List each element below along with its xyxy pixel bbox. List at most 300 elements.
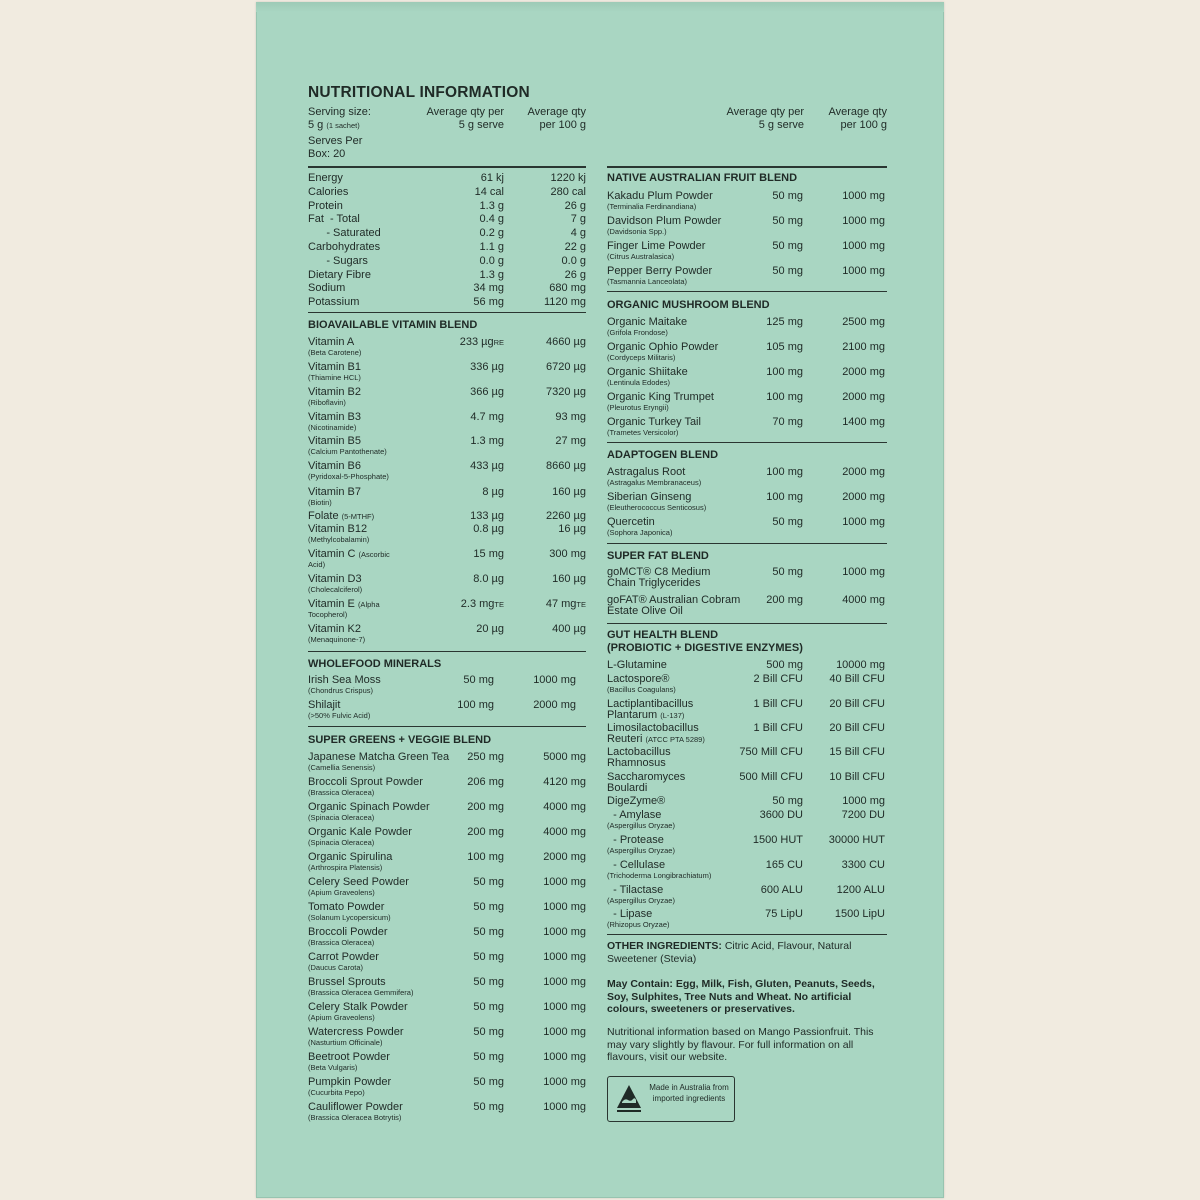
value-text: 1.3 g xyxy=(479,199,504,212)
ingredient-name xyxy=(607,190,713,202)
table-row xyxy=(607,771,887,794)
table-row xyxy=(308,361,586,382)
value-per-100g xyxy=(842,859,885,871)
table-row xyxy=(607,859,887,880)
value-per-100g xyxy=(549,548,586,560)
ingredient-label: - Amylase xyxy=(607,809,662,821)
table-row xyxy=(308,598,586,619)
value-per-100g xyxy=(842,341,885,353)
ingredient-detail: (5-MTHF) xyxy=(341,512,375,521)
value-per-serve xyxy=(470,361,504,373)
table-row xyxy=(607,722,887,745)
ingredient-label: Vitamin K2 xyxy=(308,623,361,635)
value-per-100g xyxy=(546,336,586,348)
ingredient-label: Quercetin xyxy=(607,516,655,528)
ingredient-name xyxy=(308,851,392,863)
table-row xyxy=(308,750,586,772)
value-per-serve xyxy=(766,659,803,671)
ingredient-label: Finger Lime Powder xyxy=(607,240,706,252)
ingredient-label: Vitamin B6 xyxy=(308,460,361,472)
table-row xyxy=(308,1100,586,1122)
value-text: 10000 mg xyxy=(836,659,885,671)
ingredient-name xyxy=(607,341,718,353)
value-per-100g xyxy=(543,951,586,963)
value-per-serve xyxy=(467,776,504,788)
ingredient-label: Organic Kale Powder xyxy=(308,825,412,838)
value-per-100g xyxy=(533,699,576,711)
value-per-serve xyxy=(467,851,504,863)
ingredient-label: Pepper Berry Powder xyxy=(607,265,713,277)
value-per-100g xyxy=(543,1051,586,1063)
ingredient-name xyxy=(308,1051,390,1063)
value-text: 50 mg xyxy=(473,875,504,888)
ingredient-name xyxy=(607,659,667,671)
ingredient-subtitle: (Spinacia Oleracea) xyxy=(308,812,375,822)
value-text: 14 cal xyxy=(474,185,504,198)
ingredient-label: DigeZyme® xyxy=(607,795,666,807)
value-text: 0.0 g xyxy=(479,254,504,267)
table-row xyxy=(308,200,586,212)
table-row xyxy=(308,800,586,822)
table-row xyxy=(308,336,586,357)
value-text: 50 mg xyxy=(473,1100,504,1113)
value-text: 70 mg xyxy=(772,416,803,428)
value-per-serve xyxy=(772,416,803,428)
value-text: 206 mg xyxy=(467,775,504,788)
value-per-100g xyxy=(543,1076,586,1088)
value-text: 47 mg xyxy=(545,598,577,610)
ingredient-label: Vitamin D3 xyxy=(308,573,362,585)
table-row xyxy=(308,269,586,281)
value-text: 7320 µg xyxy=(546,386,586,398)
value-per-100g xyxy=(543,801,586,813)
ingredient-name xyxy=(308,486,361,498)
value-text: 1500 HUT xyxy=(752,834,803,846)
value-per-serve xyxy=(760,809,803,821)
value-text: 1000 mg xyxy=(842,795,885,807)
value-per-serve xyxy=(460,336,504,349)
table-row xyxy=(607,466,887,487)
value-per-100g xyxy=(842,466,885,478)
ingredient-subtitle: (Daucus Carota) xyxy=(308,962,364,972)
section-divider xyxy=(607,934,887,935)
value-per-100g xyxy=(837,884,885,896)
value-text: 4.7 mg xyxy=(470,411,504,423)
value-text: 1120 mg xyxy=(544,296,586,309)
value-text: 5000 mg xyxy=(543,750,586,763)
value-text: 8 µg xyxy=(482,486,504,498)
table-row xyxy=(308,1050,586,1072)
table-row xyxy=(607,673,887,694)
ingredient-name-line2 xyxy=(607,757,666,769)
section-divider xyxy=(308,312,586,313)
table-row xyxy=(607,659,887,671)
ingredient-label: Lactospore® xyxy=(607,673,670,685)
ingredient-label: Astragalus Root xyxy=(607,466,686,478)
ingredient-subtitle: (Brassica Oleracea Botrytis) xyxy=(308,1112,402,1122)
value-text: 2100 mg xyxy=(842,341,885,353)
value-per-100g xyxy=(552,486,586,498)
value-per-serve xyxy=(772,215,803,227)
serves-per-box: Serves Per Box: 20 xyxy=(308,135,363,160)
table-row xyxy=(308,900,586,922)
value-text: 1000 mg xyxy=(543,975,586,988)
value-per-100g xyxy=(842,491,885,503)
value-per-100g xyxy=(546,510,586,522)
ingredient-name-line2 xyxy=(607,733,705,746)
ingredient-name xyxy=(308,976,386,988)
ingredient-label: Vitamin B1 xyxy=(308,361,361,373)
value-per-100g xyxy=(842,316,885,328)
value-per-serve xyxy=(457,699,494,711)
value-text: 2000 mg xyxy=(533,699,576,711)
ingredient-label: Organic Shiitake xyxy=(607,366,688,378)
value-per-serve xyxy=(461,598,504,611)
ingredient-label: Broccoli Sprout Powder xyxy=(308,775,423,788)
ingredient-label: Vitamin B7 xyxy=(308,486,361,498)
value-text: 1000 mg xyxy=(543,1000,586,1013)
other-ingredients: OTHER INGREDIENTS: Citric Acid, Flavour, Natural Sweetener (Stevia) xyxy=(607,940,852,965)
ingredient-name-line2 xyxy=(607,577,701,589)
ingredient-name xyxy=(308,227,381,239)
value-per-100g xyxy=(555,411,586,423)
value-per-serve xyxy=(766,466,803,478)
value-per-100g xyxy=(565,241,586,253)
ingredient-subtitle: (Aspergillus Oryzae) xyxy=(607,896,675,905)
value-per-100g xyxy=(571,213,586,225)
ingredient-subtitle: (Terminalia Ferdinandiana) xyxy=(607,202,697,211)
ingredient-label: Japanese Matcha Green Tea xyxy=(308,750,450,763)
section-title: WHOLEFOOD MINERALS xyxy=(308,658,442,670)
ingredient-name xyxy=(607,834,664,846)
value-per-100g xyxy=(829,746,885,758)
value-text: 7 g xyxy=(570,213,586,226)
value-per-100g xyxy=(842,391,885,403)
value-text: 100 mg xyxy=(467,850,504,863)
ingredient-subtitle: (Eleutherococcus Senticosus) xyxy=(607,503,707,512)
ingredient-label: Estate Olive Oil xyxy=(607,605,683,617)
value-text: 50 mg xyxy=(473,900,504,913)
ingredient-name xyxy=(308,435,361,447)
table-row xyxy=(607,566,887,589)
value-text: 4000 mg xyxy=(842,594,885,606)
ingredient-name xyxy=(308,876,409,888)
section-divider xyxy=(308,651,586,652)
value-per-100g xyxy=(842,366,885,378)
section-divider xyxy=(607,543,887,544)
value-per-100g xyxy=(555,435,586,447)
table-row xyxy=(308,1075,586,1097)
section-title: SUPER FAT BLEND xyxy=(607,550,709,562)
table-row xyxy=(308,674,586,695)
value-per-serve xyxy=(473,296,504,308)
ingredient-name xyxy=(308,241,380,253)
ingredient-label: - Sugars xyxy=(308,254,368,267)
value-per-serve xyxy=(766,491,803,503)
ingredient-name xyxy=(308,674,381,686)
value-unit: RE xyxy=(493,338,504,347)
ingredient-subtitle: (Riboflavin) xyxy=(308,398,346,407)
ingredient-subtitle: (Menaquinone-7) xyxy=(308,635,366,644)
table-row xyxy=(607,594,887,617)
value-per-100g xyxy=(842,265,885,277)
ingredient-name xyxy=(607,884,663,896)
ingredient-name xyxy=(308,172,343,184)
product-box-panel xyxy=(256,2,944,1198)
ingredient-label: Vitamin B3 xyxy=(308,411,361,423)
value-per-100g xyxy=(543,1026,586,1038)
value-text: 4000 mg xyxy=(543,800,586,813)
ingredient-subtitle: (Solanum Lycopersicum) xyxy=(308,912,391,922)
ingredient-name xyxy=(308,1001,408,1013)
value-text: 300 mg xyxy=(549,548,586,560)
value-text: 500 Mill CFU xyxy=(739,771,803,783)
ingredient-label: goFAT® Australian Cobram xyxy=(607,594,741,606)
value-per-serve xyxy=(467,826,504,838)
value-text: 2000 mg xyxy=(842,491,885,503)
value-text: 2.3 mg xyxy=(460,598,495,610)
value-text: 250 mg xyxy=(467,750,504,763)
value-per-serve xyxy=(772,240,803,252)
value-text: 50 mg xyxy=(463,674,494,686)
ingredient-subtitle: (Pyridoxal-5-Phosphate) xyxy=(308,472,389,481)
value-text: 50 mg xyxy=(772,240,803,252)
table-row xyxy=(308,1025,586,1047)
table-row xyxy=(607,908,887,929)
value-text: 165 CU xyxy=(765,859,803,871)
value-per-serve xyxy=(473,1026,504,1038)
table-row xyxy=(607,746,887,769)
value-per-100g xyxy=(565,200,586,212)
value-text: 4000 mg xyxy=(543,825,586,838)
ingredient-name xyxy=(607,491,691,503)
ingredient-label: Folate xyxy=(308,510,339,522)
value-per-serve xyxy=(480,255,504,267)
value-per-serve xyxy=(753,834,803,846)
ingredient-detail: (Ascorbic xyxy=(358,550,390,559)
ingredient-subtitle: (Pleurotus Eryngii) xyxy=(607,403,669,412)
ingredient-subtitle: (Aspergillus Oryzae) xyxy=(607,821,675,830)
table-row xyxy=(308,699,586,720)
ingredient-name xyxy=(308,751,449,763)
value-per-100g xyxy=(829,722,885,734)
ingredient-name xyxy=(308,951,379,963)
table-row xyxy=(607,366,887,387)
ingredient-name xyxy=(308,1101,403,1113)
value-text: 10 Bill CFU xyxy=(829,771,885,783)
ingredient-name xyxy=(308,296,359,308)
value-text: 1.3 g xyxy=(479,268,504,281)
value-text: 30000 HUT xyxy=(828,834,885,846)
ingredient-label: Irish Sea Moss xyxy=(308,674,381,686)
value-per-serve xyxy=(473,548,504,560)
value-per-serve xyxy=(473,901,504,913)
ingredient-label: L-Glutamine xyxy=(607,659,667,671)
value-per-serve xyxy=(470,510,504,522)
serving-size: Serving size: 5 g (1 sachet) xyxy=(308,106,371,131)
ingredient-label: Reuteri xyxy=(607,733,643,745)
table-row xyxy=(308,1000,586,1022)
value-per-serve xyxy=(470,435,504,447)
value-text: 1.3 mg xyxy=(470,435,504,447)
ingredient-name xyxy=(607,466,685,478)
ingredient-label: Dietary Fibre xyxy=(308,268,371,281)
ingredient-label: Chain Triglycerides xyxy=(607,577,701,589)
ingredient-subtitle: Acid) xyxy=(308,560,326,569)
table-row xyxy=(308,825,586,847)
value-per-serve xyxy=(473,1001,504,1013)
value-per-100g xyxy=(829,698,885,710)
ingredient-subtitle: (Camellia Senensis) xyxy=(308,762,376,772)
ingredient-label: - Saturated xyxy=(308,227,381,240)
table-row xyxy=(308,925,586,947)
ingredient-label: Protein xyxy=(308,199,343,212)
value-per-100g xyxy=(543,926,586,938)
value-text: 2500 mg xyxy=(842,316,885,328)
value-per-100g xyxy=(558,523,586,535)
ingredient-label: Organic Spirulina xyxy=(308,850,393,863)
value-text: 1000 mg xyxy=(543,900,586,913)
value-per-100g xyxy=(549,282,586,294)
ingredient-subtitle: (Nicotinamide) xyxy=(308,423,357,432)
value-text: 27 mg xyxy=(555,435,586,447)
value-per-100g xyxy=(552,573,586,585)
value-text: 100 mg xyxy=(766,366,803,378)
value-text: 50 mg xyxy=(772,265,803,277)
value-per-100g xyxy=(835,908,885,920)
table-row xyxy=(308,282,586,294)
value-text: 0.8 µg xyxy=(473,523,504,535)
table-row xyxy=(607,391,887,412)
header-rule-right xyxy=(607,166,887,168)
ingredient-label: Kakadu Plum Powder xyxy=(607,190,713,202)
table-row xyxy=(607,265,887,286)
table-row xyxy=(308,172,586,184)
value-text: 1500 LipU xyxy=(834,908,885,920)
value-per-100g xyxy=(543,976,586,988)
ingredient-subtitle: (>50% Fulvic Acid) xyxy=(308,711,371,720)
value-text: 16 µg xyxy=(558,523,586,535)
value-text: 100 mg xyxy=(766,491,803,503)
ingredient-subtitle: (Bacillus Coagulans) xyxy=(607,685,676,694)
value-text: 1.1 g xyxy=(479,241,504,253)
value-text: 680 mg xyxy=(549,282,586,295)
ingredient-label: Brussel Sprouts xyxy=(308,975,386,988)
value-text: 1220 kj xyxy=(550,172,586,184)
value-text: 0.0 g xyxy=(561,254,586,267)
value-text: 200 mg xyxy=(766,594,803,606)
value-text: 40 Bill CFU xyxy=(829,673,885,685)
ingredient-label: Plantarum xyxy=(607,709,658,721)
ingredient-label: Calories xyxy=(308,185,349,198)
value-per-100g xyxy=(571,227,586,239)
value-per-serve xyxy=(467,801,504,813)
section-title: (PROBIOTIC + DIGESTIVE ENZYMES) xyxy=(607,642,803,654)
table-row xyxy=(607,809,887,830)
value-text: 233 µg xyxy=(459,336,494,348)
ingredient-label: Pumpkin Powder xyxy=(308,1075,392,1088)
table-row xyxy=(308,227,586,239)
table-row xyxy=(308,623,586,644)
value-text: 8660 µg xyxy=(546,460,586,472)
ingredient-label: Carbohydrates xyxy=(308,241,381,253)
value-per-100g xyxy=(544,296,586,308)
ingredient-label: Rhamnosus xyxy=(607,757,666,769)
ingredient-label: Energy xyxy=(308,172,343,184)
value-text: 0.4 g xyxy=(479,213,504,226)
value-per-serve xyxy=(470,460,504,472)
ingredient-subtitle: (Sophora Japonica) xyxy=(607,528,673,537)
ingredient-name xyxy=(607,391,714,403)
value-text: 1000 mg xyxy=(842,265,885,277)
value-text: 1000 mg xyxy=(543,1025,586,1038)
ingredient-name xyxy=(607,795,665,807)
value-text: 400 µg xyxy=(552,623,586,635)
ingredient-name xyxy=(308,901,384,913)
value-per-100g xyxy=(551,186,586,198)
ingredient-subtitle: (Cholecalciferol) xyxy=(308,585,363,594)
value-per-serve xyxy=(475,186,504,198)
ingredient-subtitle: (Beta Carotene) xyxy=(308,348,362,357)
ingredient-label: Fat - Total xyxy=(308,213,360,226)
ingredient-label: Vitamin B5 xyxy=(308,435,361,447)
value-text: 3300 CU xyxy=(841,859,885,871)
value-per-100g xyxy=(546,386,586,398)
value-per-serve xyxy=(766,391,803,403)
ingredient-label: Beetroot Powder xyxy=(308,1050,390,1063)
ingredient-subtitle: (Tasmannia Lanceolata) xyxy=(607,277,688,286)
ingredient-subtitle: (Davidsonia Spp.) xyxy=(607,227,667,236)
value-per-serve xyxy=(480,241,504,253)
value-text: 7200 DU xyxy=(841,809,885,821)
value-per-100g xyxy=(829,834,885,846)
value-per-serve xyxy=(766,859,803,871)
value-text: 1000 mg xyxy=(533,674,576,686)
australia-triangle-icon xyxy=(616,1084,642,1114)
ingredient-label: Shilajit xyxy=(308,699,341,711)
value-text: 600 ALU xyxy=(760,884,803,896)
value-per-serve xyxy=(473,1051,504,1063)
value-per-100g xyxy=(842,190,885,202)
value-text: 15 mg xyxy=(473,548,504,560)
value-per-100g xyxy=(546,460,586,472)
header-col2-right: Average qty per 100 g xyxy=(828,106,887,131)
value-text: 125 mg xyxy=(766,316,803,328)
value-per-serve xyxy=(473,523,504,535)
ingredient-name xyxy=(308,386,361,398)
value-text: 26 g xyxy=(564,199,586,212)
header-col2-left: Average qty per 100 g xyxy=(527,106,586,131)
table-row xyxy=(607,190,887,211)
value-text: 20 µg xyxy=(476,623,504,635)
section-title: ORGANIC MUSHROOM BLEND xyxy=(607,299,770,311)
value-text: 50 mg xyxy=(772,190,803,202)
value-text: 133 µg xyxy=(470,510,504,522)
ingredient-label: Cauliflower Powder xyxy=(308,1100,403,1113)
value-per-serve xyxy=(772,795,803,807)
value-per-100g xyxy=(551,172,586,184)
ingredient-subtitle: (Aspergillus Oryzae) xyxy=(607,846,675,855)
table-row xyxy=(607,416,887,437)
ingredient-subtitle: Tocopherol) xyxy=(308,610,348,619)
header-col1-left: Average qty per 5 g serve xyxy=(426,106,504,131)
ingredient-name xyxy=(607,240,705,252)
table-row xyxy=(308,411,586,432)
value-per-100g xyxy=(543,851,586,863)
value-text: 1400 mg xyxy=(842,416,885,428)
ingredient-label: goMCT® C8 Medium xyxy=(607,566,711,578)
ingredient-label: Vitamin C xyxy=(308,548,356,560)
